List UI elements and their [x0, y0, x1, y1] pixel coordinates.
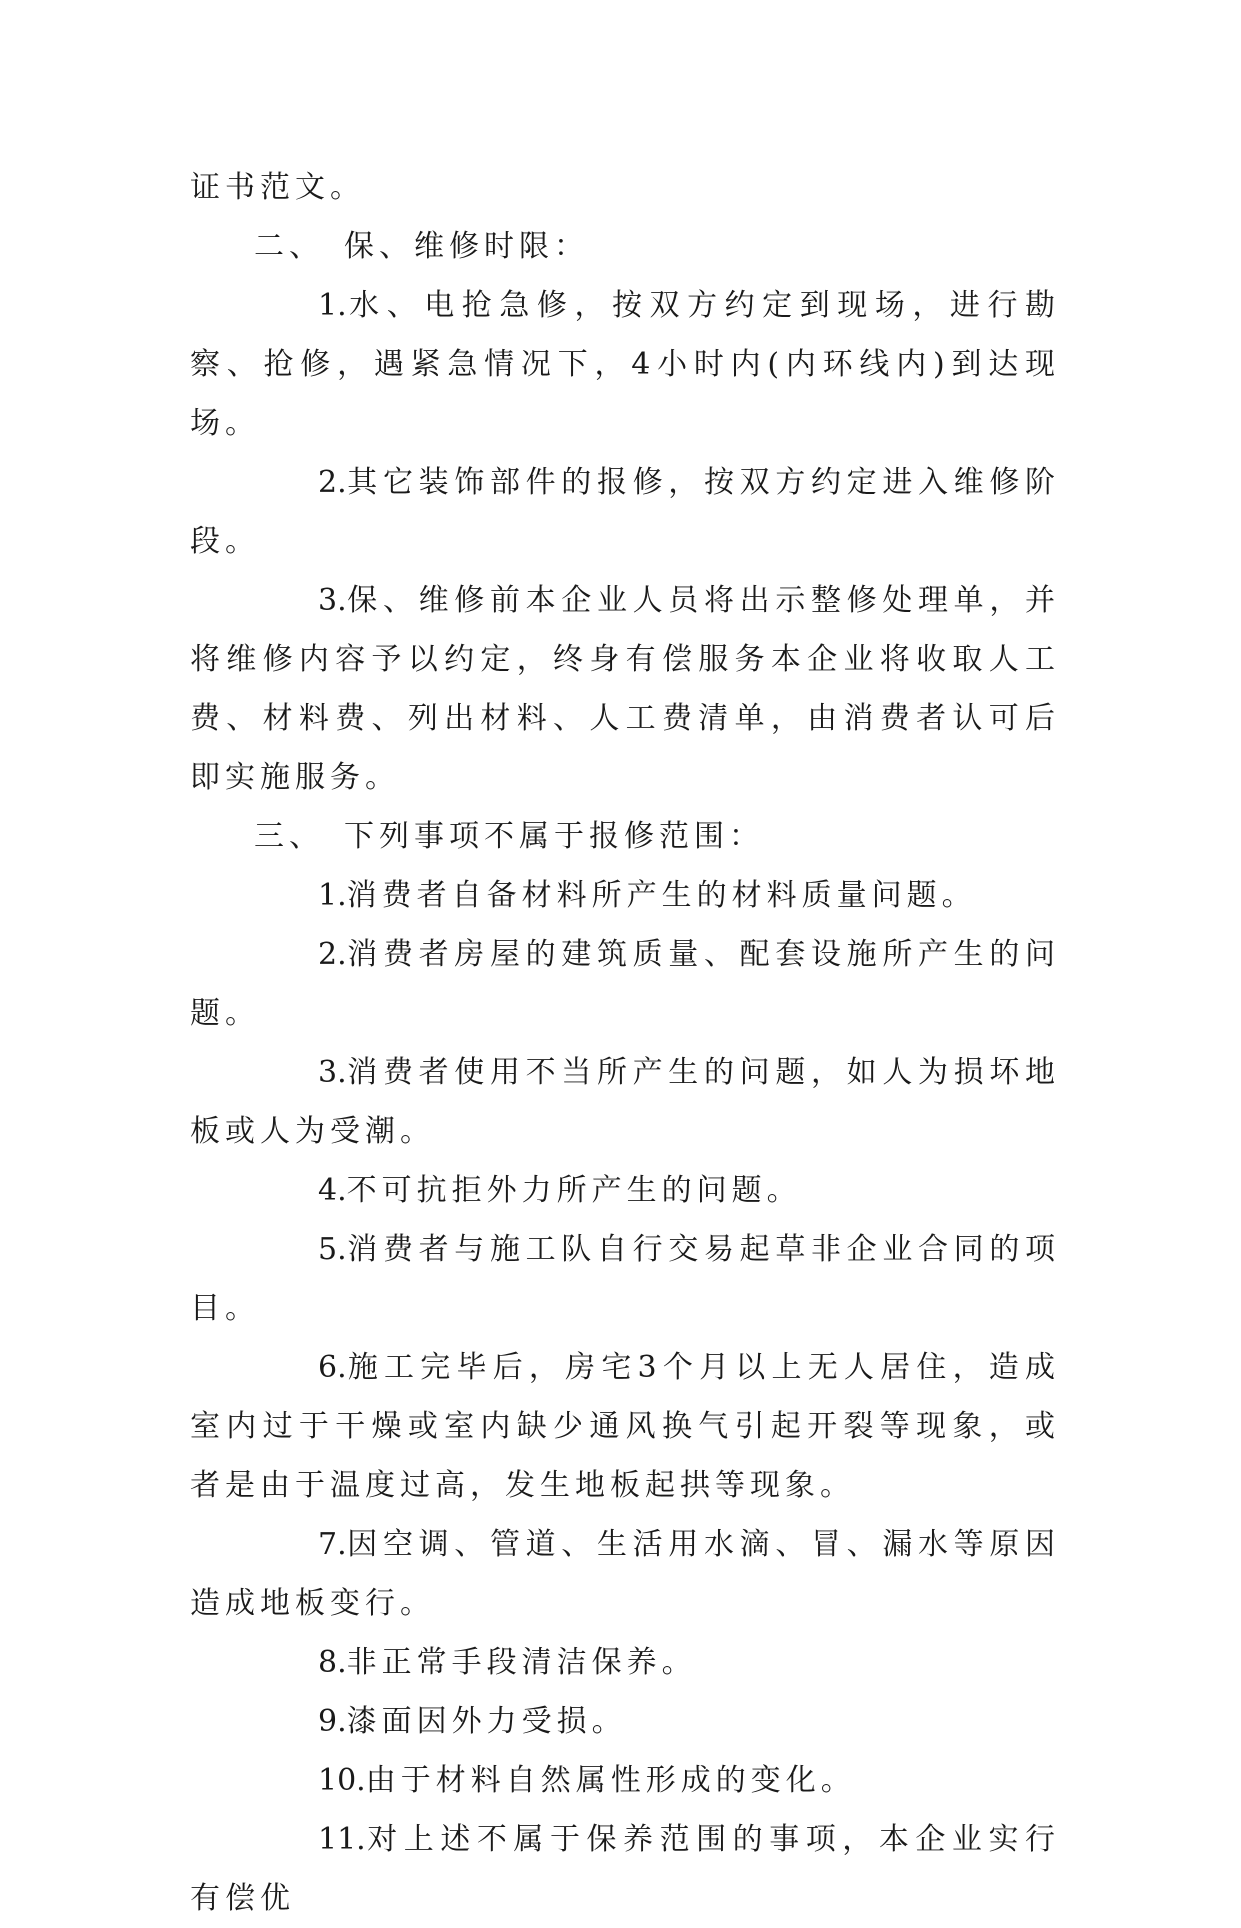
list-item: 3.消费者使用不当所产生的问题，如人为损坏地板或人为受潮。 — [190, 1043, 1060, 1161]
list-number: 10. — [318, 1763, 366, 1798]
list-number: 9. — [318, 1704, 347, 1739]
list-item: 11.对上述不属于保养范围的事项，本企业实行有偿优 — [190, 1810, 1060, 1928]
list-item: 2.其它装饰部件的报修，按双方约定进入维修阶段。 — [190, 453, 1060, 571]
list-item: 8.非正常手段清洁保养。 — [190, 1633, 1060, 1692]
list-item: 3.保、维修前本企业人员将出示整修处理单，并将维修内容予以约定，终身有偿服务本企业将收取人工费、材料费、列出材料、人工费清单，由消费者认可后即实施服务。 — [190, 571, 1060, 807]
list-item: 4.不可抗拒外力所产生的问题。 — [190, 1161, 1060, 1220]
list-number: 3. — [318, 583, 347, 618]
section-heading: 二、 保、维修时限： — [254, 229, 589, 264]
list-item: 10.由于材料自然属性形成的变化。 — [190, 1751, 1060, 1810]
list-item: 9.漆面因外力受损。 — [190, 1692, 1060, 1751]
list-number: 3. — [318, 1055, 347, 1090]
list-item: 1.水、电抢急修，按双方约定到现场，进行勘察、抢修，遇紧急情况下，4小时内(内环线内)到达现场。 — [190, 276, 1060, 453]
list-item: 7.因空调、管道、生活用水滴、冒、漏水等原因造成地板变行。 — [190, 1515, 1060, 1633]
document-body — [190, 158, 1060, 1928]
list-number: 2. — [318, 465, 347, 500]
list-number: 4. — [318, 1173, 347, 1208]
list-number: 2. — [318, 937, 347, 972]
list-number: 11. — [318, 1822, 366, 1857]
list-number: 1. — [318, 288, 347, 323]
list-item: 1.消费者自备材料所产生的材料质量问题。 — [190, 866, 1060, 925]
list-number: 5. — [318, 1232, 347, 1267]
list-number: 8. — [318, 1645, 347, 1680]
list-item: 6.施工完毕后，房宅3个月以上无人居住，造成室内过于干燥或室内缺少通风换气引起开裂等现象，或者是由于温度过高，发生地板起拱等现象。 — [190, 1338, 1060, 1515]
list-number: 1. — [318, 878, 347, 913]
list-item: 5.消费者与施工队自行交易起草非企业合同的项目。 — [190, 1220, 1060, 1338]
list-item: 2.消费者房屋的建筑质量、配套设施所产生的问题。 — [190, 925, 1060, 1043]
list-number: 7. — [318, 1527, 347, 1562]
paragraph: 证书范文。 — [190, 170, 365, 205]
list-number: 6. — [318, 1350, 347, 1385]
section-heading: 三、 下列事项不属于报修范围： — [254, 819, 764, 854]
